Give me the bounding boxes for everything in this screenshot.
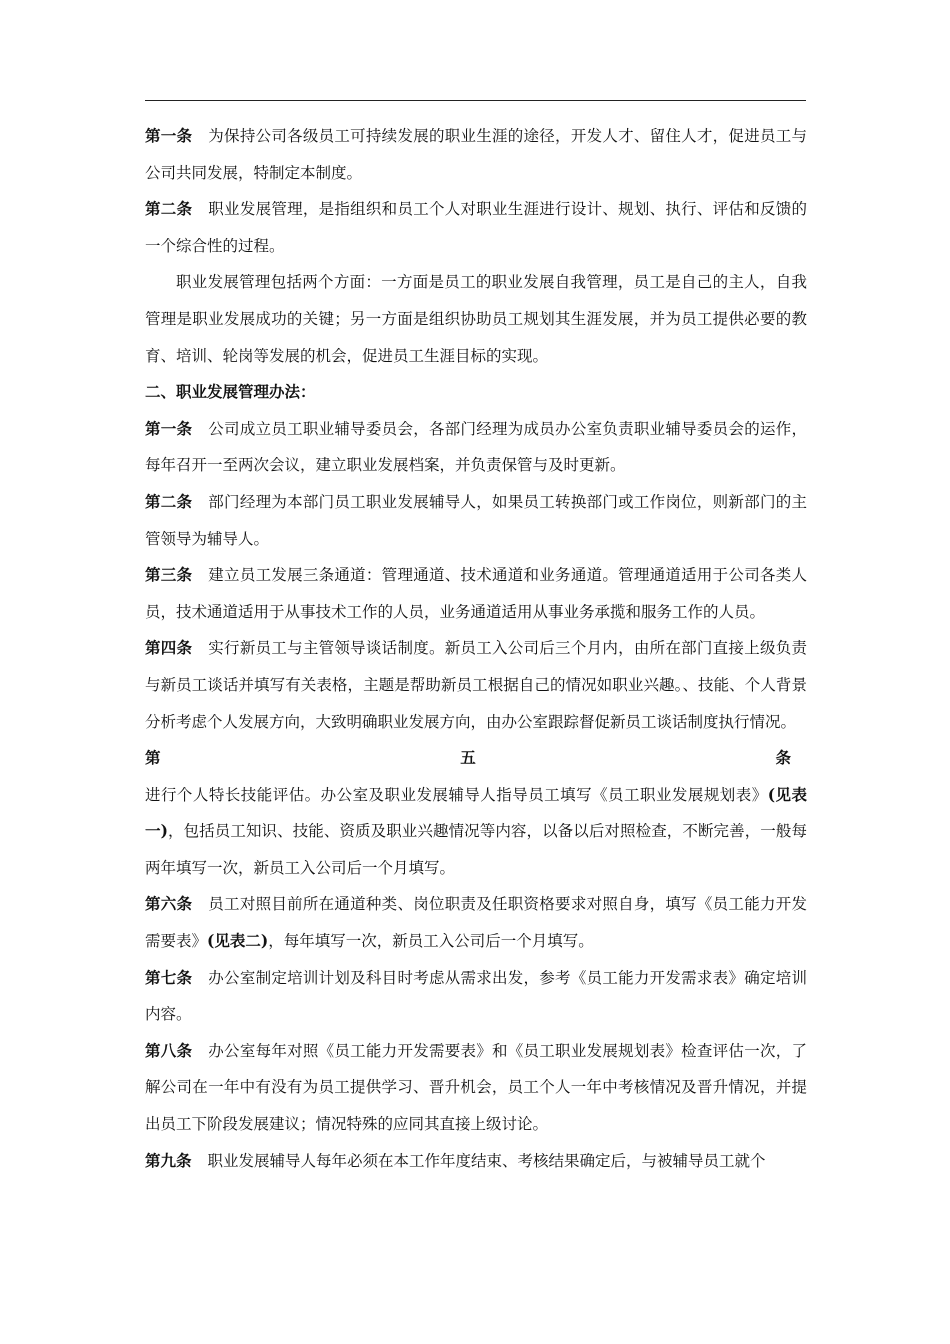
method-article-9: [145, 1143, 807, 1180]
article-text: ，每年填写一次，新员工入公司后一个月填写。: [268, 932, 594, 951]
method-article-4: [145, 630, 807, 740]
article-label: 第一条: [145, 126, 193, 145]
article-1: [145, 118, 807, 191]
article-2: [145, 191, 807, 264]
article-label: 第七条: [145, 967, 193, 987]
article-text: 进行个人特长技能评估。办公室及职业发展辅导人指导员工填写《员工职业发展规划表》: [145, 785, 768, 804]
method-article-5: [145, 740, 807, 886]
article-text: 职业发展辅导人每年必须在本工作年度结束、考核结果确定后，与被辅导员工就个: [207, 1151, 766, 1170]
article-label: 第二条: [145, 491, 193, 511]
article-text: 实行新员工与主管领导谈话制度。新员工入公司后三个月内，由所在部门直接上级负责与新员工谈话并填写有关表格，主题是帮助新员工根据自己的情况如职业兴趣。、技能、个人背景分析考虑个人发展方向，大致明确职业发展方向，由办公室跟踪督促新员工谈话制度执行情况。: [145, 639, 807, 731]
article-text: ，包括员工知识、技能、资质及职业兴趣情况等内容，以备以后对照检查，不断完善，一般每两年填写一次，新员工入公司后一个月填写。: [145, 822, 807, 877]
article-label: 第六条: [145, 894, 193, 914]
article-label: 第一条: [145, 418, 193, 438]
table-reference: (见表二): [207, 931, 269, 951]
article-text: 办公室每年对照《员工能力开发需要表》和《员工职业发展规划表》检查评估一次，了解公司在一年中有没有为员工提供学习、晋升机会，员工个人一年中考核情况及晋升情况，并提出员工下阶段发展建议；情况特殊的应同其直接上级讨论。: [145, 1041, 807, 1134]
article-text: 办公室制定培训计划及科目时考虑从需求出发，参考《员工能力开发需求表》确定培训内容。: [145, 968, 807, 1024]
article-text: 职业发展管理，是指组织和员工个人对职业生涯进行设计、规划、执行、评估和反馈的一个综合性的过程。: [145, 200, 807, 255]
method-article-3: [145, 557, 807, 630]
article-text: 建立员工发展三条通道：管理通道、技术通道和业务通道。管理通道适用于公司各类人员，技术通道适用于从事技术工作的人员，业务通道适用从事业务承揽和服务工作的人员。: [145, 566, 807, 621]
article-text: 员工对照目前所在通道种类、岗位职责及任职资格要求对照自身，填写《员工能力开发需要表》: [145, 895, 807, 951]
document-body: [145, 118, 807, 1179]
article-label: 第八条: [145, 1040, 193, 1060]
method-article-2: [145, 484, 807, 557]
article-text: 为保持公司各级员工可持续发展的职业生涯的途径，开发人才、留住人才，促进员工与公司共同发展，特制定本制度。: [145, 127, 807, 182]
method-article-7: [145, 960, 807, 1033]
explanation-paragraph: 职业发展管理包括两个方面：一方面是员工的职业发展自我管理，员工是自己的主人，自我管理是职业发展成功的关键；另一方面是组织协助员工规划其生涯发展，并为员工提供必要的教育、培训、轮岗等发展的机会，促进员工生涯目标的实现。: [145, 273, 807, 365]
article-label: 第四条: [145, 638, 193, 658]
section-heading: 二、职业发展管理办法：: [145, 382, 316, 402]
article-text: 公司成立员工职业辅导委员会，各部门经理为成员办公室负责职业辅导委员会的运作，每年召开一至两次会议，建立职业发展档案，并负责保管与及时更新。: [145, 419, 807, 475]
article-label: 第五条: [145, 748, 791, 768]
article-label: 第三条: [145, 565, 193, 585]
article-label: 第九条: [145, 1150, 192, 1170]
method-article-1: [145, 411, 807, 484]
header-rule: [145, 100, 806, 101]
article-text: 部门经理为本部门员工职业发展辅导人，如果员工转换部门或工作岗位，则新部门的主管领导为辅导人。: [145, 492, 807, 548]
method-article-8: [145, 1033, 807, 1143]
method-article-6: [145, 886, 807, 959]
article-label: 第二条: [145, 199, 193, 219]
table-reference: (见表一): [145, 784, 807, 841]
